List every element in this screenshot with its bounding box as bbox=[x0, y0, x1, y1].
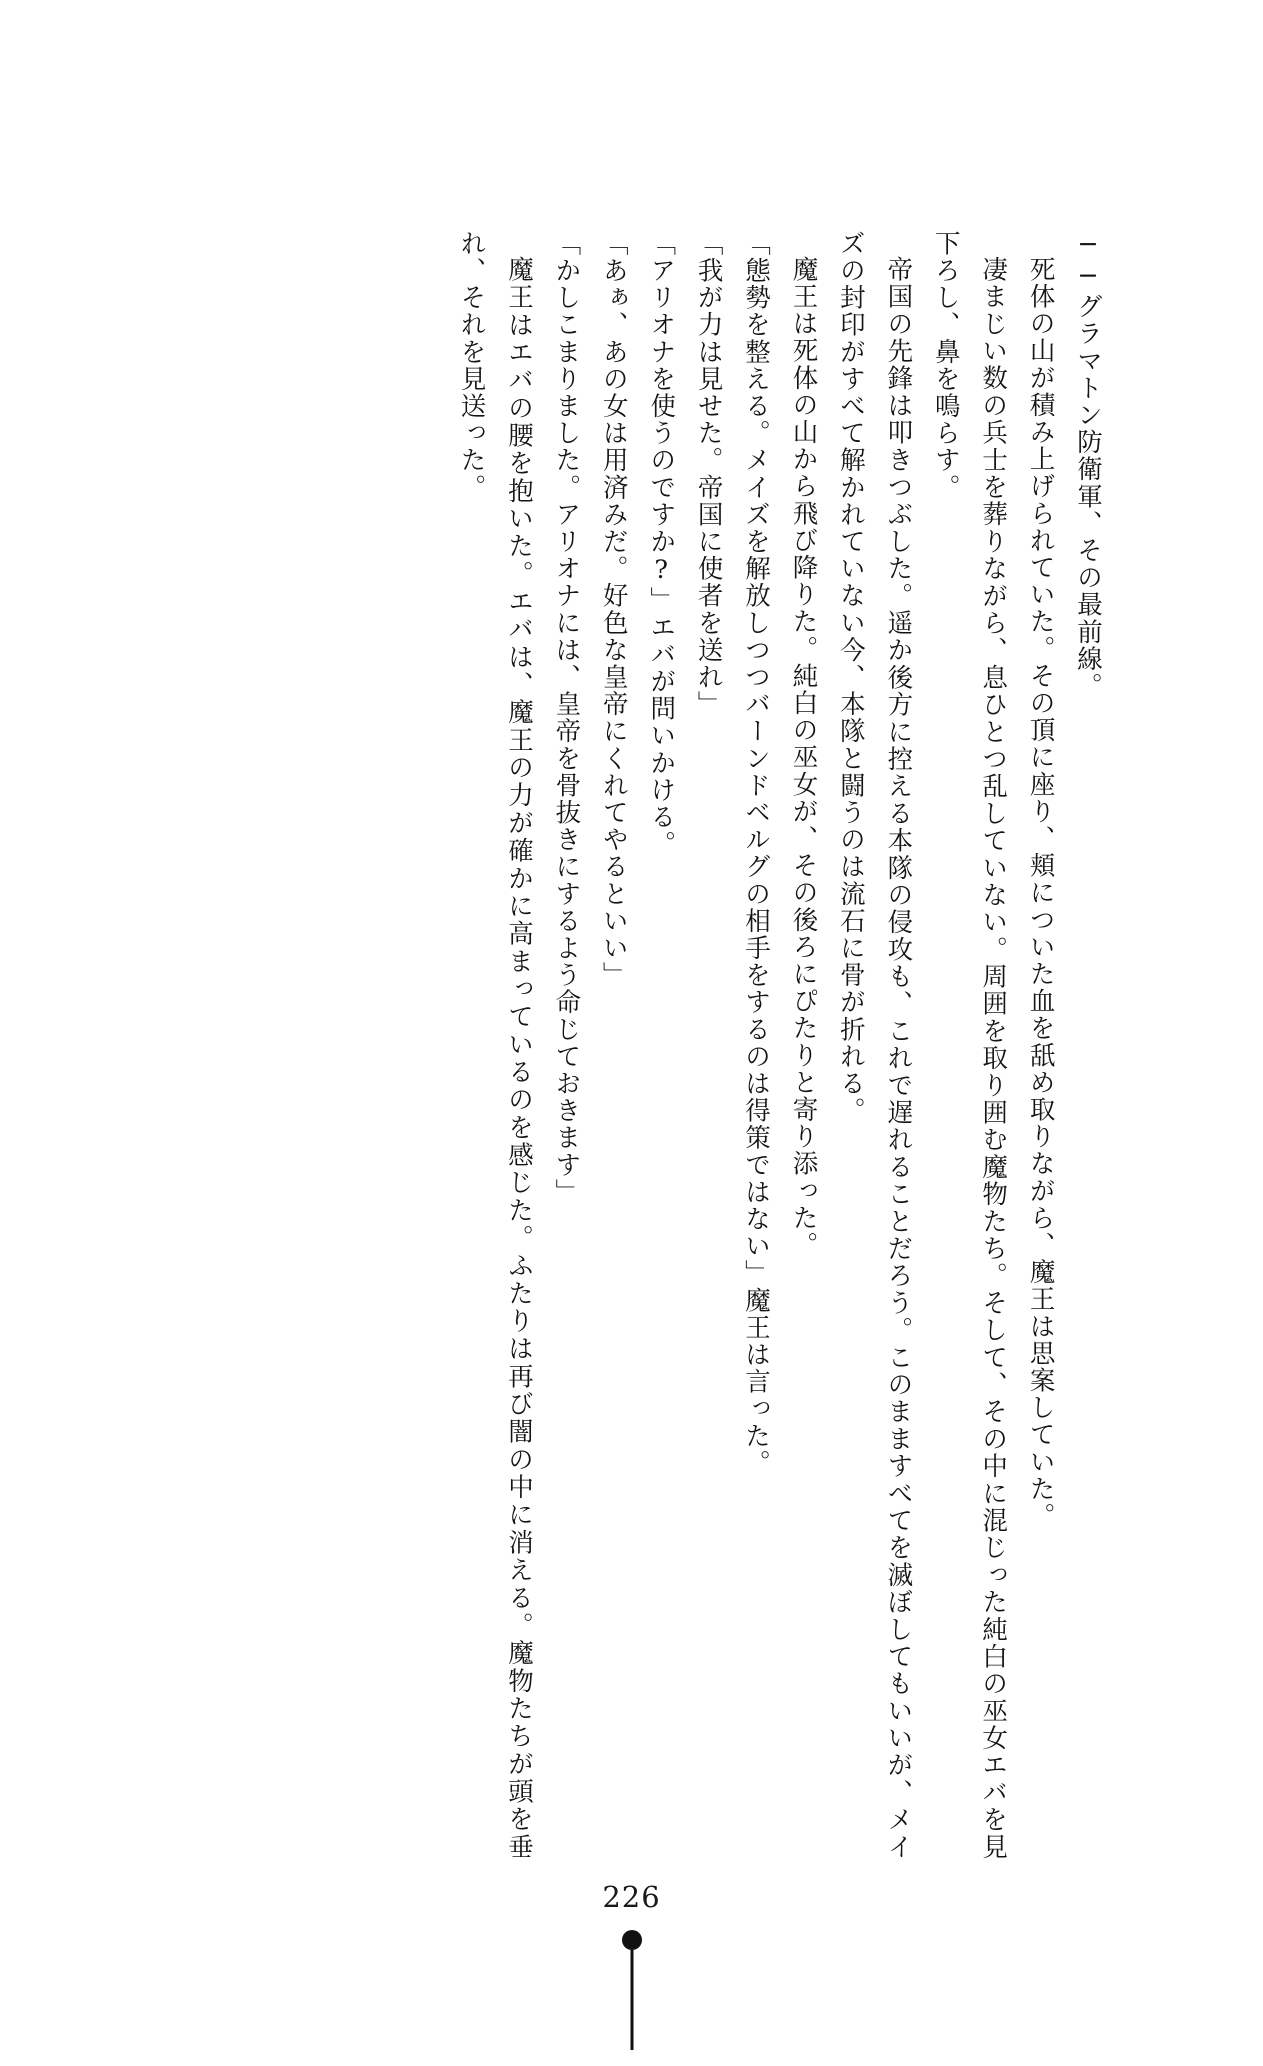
paragraph: 死体の山が積み上げられていた。その頂に座り、頬についた血を舐め取りながら、魔王は思案していた。 bbox=[1025, 255, 1056, 1530]
paragraph: 「我が力は見せた。帝国に使者を送れ」 bbox=[693, 230, 724, 718]
paragraph: 「あぁ、あの女は用済みだ。好色な皇帝にくれてやるといい」 bbox=[598, 230, 629, 989]
footer-ornament-icon bbox=[619, 1930, 645, 2050]
paragraph: 「態勢を整える。メイズを解放しつつバーンドベルグの相手をするのは得策ではない」魔王は言った。 bbox=[741, 230, 772, 1477]
paragraph: 魔王はエバの腰を抱いた。エバは、魔王の力が確かに高まっているのを感じた。ふたりは再び闇の中に消える。魔物たちが頭を垂れ、それを見送った。 bbox=[456, 230, 534, 1860]
paragraph: 魔王は死体の山から飛び降りた。純白の巫女が、その後ろにぴたりと寄り添った。 bbox=[788, 255, 819, 1259]
footer-dot-icon bbox=[622, 1930, 642, 1950]
vertical-text-body bbox=[171, 230, 1111, 1860]
paragraph: ──グラマトン防衛軍、その最前線。 bbox=[1073, 230, 1103, 700]
paragraph: 「アリオナを使うのですか?」エバが問いかける。 bbox=[646, 230, 677, 858]
page-number: 226 bbox=[602, 1880, 661, 1914]
footer-rule-icon bbox=[630, 1950, 633, 2050]
paragraph: 凄まじい数の兵士を葬りながら、息ひとつ乱していない。周囲を取り囲む魔物たち。そして、その中に混じった純白の巫女エバを見下ろし、鼻を鳴らす。 bbox=[930, 230, 1009, 1860]
paragraph: 帝国の先鋒は叩きつぶした。遥か後方に控える本隊の侵攻も、これで遅れることだろう。このまますべてを滅ぼしてもいいが、メイズの封印がすべて解かれていない今、本隊と闘うのは流石に骨が折れる。 bbox=[835, 230, 914, 1860]
paragraph: 「かしこまりました。アリオナには、皇帝を骨抜きにするよう命じておきます」 bbox=[551, 230, 582, 1206]
